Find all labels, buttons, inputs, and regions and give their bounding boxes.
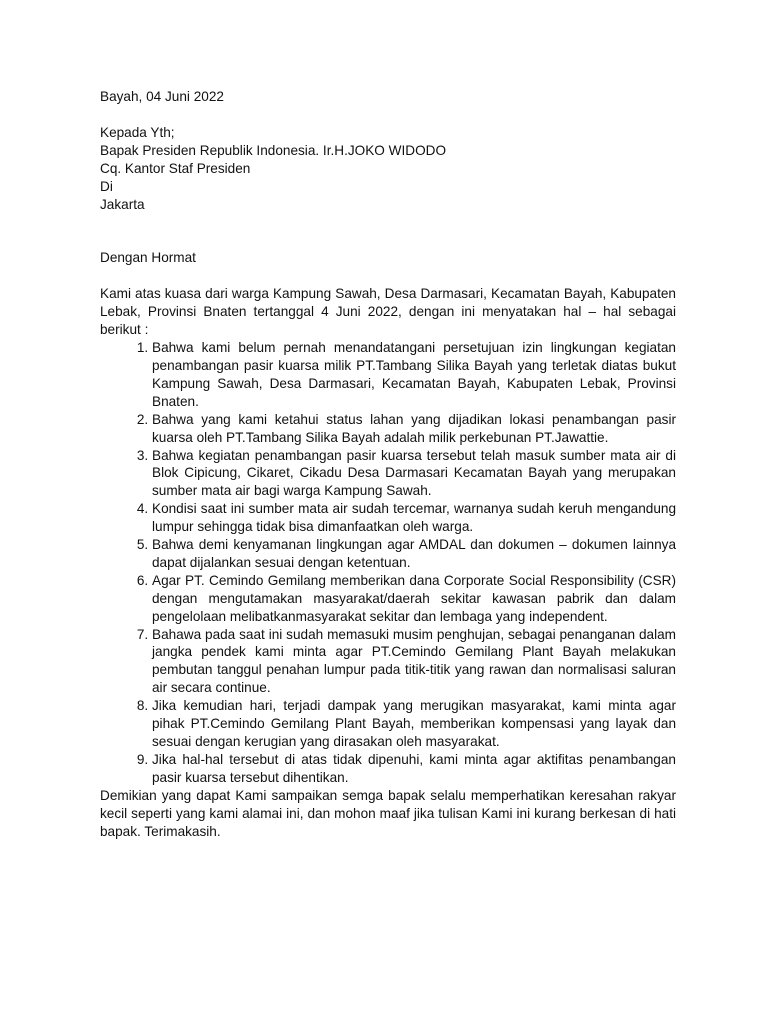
points-list (100, 339, 676, 787)
list-item: 2. Bahwa yang kami ketahui status lahan yang dijadikan lokasi penambangan pasir kuarsa oleh PT.Tambang Silika Bayah adalah milik perkebunan PT.Jawattie. (152, 411, 676, 447)
closing-paragraph: Demikian yang dapat Kami sampaikan semga bapak selalu memperhatikan keresahan rakyar kecil seperti yang kami alamai ini, dan mohon maaf jika tulisan Kami ini kurang berkesan di hati bapak. Terimakasih. (100, 787, 676, 839)
list-item: 1. Bahwa kami belum pernah menandatangani persetujuan izin lingkungan kegiatan penambangan pasir kuarsa milik PT.Tambang Silika Bayah yang terletak diatas bukut Kampung Sawah, Desa Darmasari, Kecamatan Bayah, Kabupaten Lebak, Provinsi Bnaten. (152, 339, 676, 411)
list-item: 4. Kondisi saat ini sumber mata air sudah tercemar, warnanya sudah keruh mengandung lumpur sehingga tidak bisa dimanfaatkan oleh warga. (152, 500, 676, 536)
recipient-line: Di (100, 178, 113, 194)
list-item: 9. Jika hal-hal tersebut di atas tidak dipenuhi, kami minta agar aktifitas penambangan pasir kuarsa tersebut dihentikan. (152, 751, 676, 787)
list-item: 6. Agar PT. Cemindo Gemilang memberikan dana Corporate Social Responsibility (CSR) dengan mengutamakan masyarakat/daerah sekitar kawasan pabrik dan dalam pengelolaan melibatkanmasyarakat sekitar dan lembaga yang independent. (152, 572, 676, 626)
recipient-line: Bapak Presiden Republik Indonesia. Ir.H.JOKO WIDODO (100, 142, 447, 158)
recipient-block (100, 124, 676, 214)
list-item: 5. Bahwa demi kenyamanan lingkungan agar AMDAL dan dokumen – dokumen lainnya dapat dijalankan sesuai dengan ketentuan. (152, 536, 676, 572)
date-line: Bayah, 04 Juni 2022 (100, 89, 224, 104)
recipient-line: Cq. Kantor Staf Presiden (100, 160, 251, 176)
list-item: 7. Bahawa pada saat ini sudah memasuki musim penghujan, sebagai penanganan dalam jangka pendek kami minta agar PT.Cemindo Gemilang Plant Bayah melakukan pembutan tanggul penahan lumpur pada titik-titik yang rawan dan normalisasi saluran air secara continue. (152, 626, 676, 698)
recipient-line: Kepada Yth; (100, 124, 175, 140)
recipient-line: Jakarta (100, 196, 145, 212)
intro-paragraph: Kami atas kuasa dari warga Kampung Sawah, Desa Darmasari, Kecamatan Bayah, Kabupaten Lebak, Provinsi Bnaten tertanggal 4 Juni 2022, dengan ini menyatakan hal – hal sebagai berikut : (100, 286, 676, 338)
greeting: Dengan Hormat (100, 250, 196, 266)
list-item: 3. Bahwa kegiatan penambangan pasir kuarsa tersebut telah masuk sumber mata air di Blok Cipicung, Cikaret, Cikadu Desa Darmasari Kecamatan Bayah yang merupakan sumber mata air bagi warga Kampung Sawah. (152, 447, 676, 501)
list-item: 8. Jika kemudian hari, terjadi dampak yang merugikan masyarakat, kami minta agar pihak PT.Cemindo Gemilang Plant Bayah, memberikan kompensasi yang layak dan sesuai dengan kerugian yang dirasakan oleh masyarakat. (152, 697, 676, 751)
